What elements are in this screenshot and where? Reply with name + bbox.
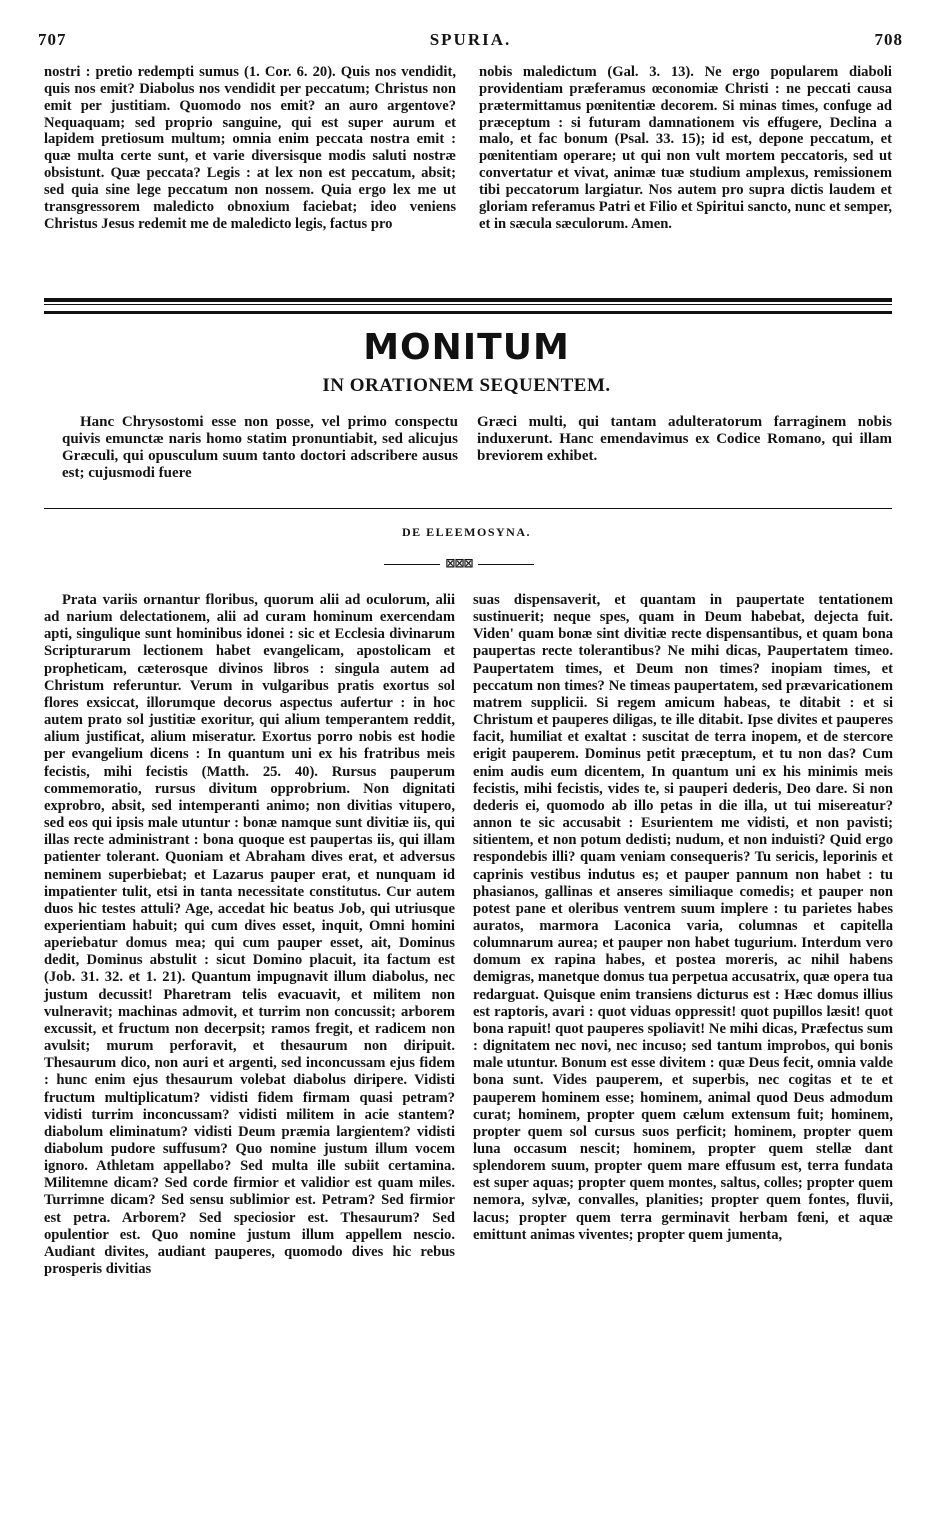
ornament-line-left <box>384 564 440 565</box>
monitum-title: MONITUM <box>363 327 570 368</box>
top-left-paragraph: nostri : pretio redempti sumus (1. Cor. 6. 20). Quis nos vendidit, quis nos emit? Diabolus nos vendidit per peccatum; Christus non emit per justitiam. Quomodo nos emit? an auro argentove? Nequaquam; sed proprio sanguine, qui est super aurum et lapidem pretiosum multum; omnia enim peccata nostra emit : quæ multa certe sunt, et varie diversisque modis saluti nostræ obsistunt. Quæ peccata? Legis : at lex non est peccatum, absit; sed quia sine lege peccatum non nossem. Quia ergo lex me ut transgressorem maledicto obnoxium faciebat; ideo veniens Christus Jesus redemit me de maledicto legis, factus pro <box>44 64 456 232</box>
monitum-right-paragraph: Græci multi, qui tantam adulteratorum farraginem nobis induxerunt. Hanc emendavimus ex Codice Romano, qui illam breviorem exhibet. <box>477 414 892 464</box>
monitum-left-paragraph: Hanc Chrysostomi esse non posse, vel primo conspectu quivis emunctæ naris homo statim pronuntiabit, sed alicujus Græculi, qui opusculum suum tanto doctori adscribere ausus est; cujusmodi fuere <box>62 414 458 481</box>
top-right-paragraph: nobis maledictum (Gal. 3. 13). Ne ergo popularem diaboli providentiam præferamus œconomiæ Christi : ne peccati causa prætermittamus pœnitentiæ decorem. Si minas times, confuge ad præceptum : si futuram damnationem vis effugere, Declina a malo, et fac bonum (Psal. 33. 15); id est, depone peccatum, et pœnitentiam operare; ut qui non vult mortem peccatoris, sed ut convertatur et vivat, animæ tuæ studium amplexus, remissionem tibi peccatorum largiatur. Nos autem pro supra dictis laudem et gloriam referamus Patri et Filio et Spiritui sancto, nunc et semper, et in sæcula sæculorum. Amen. <box>479 64 892 232</box>
page-header <box>38 30 903 56</box>
monitum-left-column <box>62 414 458 482</box>
body-right-column <box>473 592 893 1244</box>
monitum-subtitle: IN ORATIONEM SEQUENTEM. <box>322 375 611 396</box>
ornament-line-right <box>478 564 534 565</box>
monitum-right-column <box>477 414 892 465</box>
top-right-column <box>479 64 892 232</box>
thin-divider-rule <box>44 508 892 509</box>
ornament-divider <box>384 556 534 574</box>
page-number-right: 708 <box>874 30 903 49</box>
section-divider-rule <box>44 298 892 314</box>
page-number-left: 707 <box>38 30 67 49</box>
body-right-paragraph: suas dispensaverit, et quantam in paupertate tentationem sustinuerit; neque spes, quam in Deum habebat, dejecta fuit. Viden' quam bonæ sint divitiæ recte dispensantibus, et quam bona paupertas recte tolerantibus? Ne mihi dicas, Paupertatem timeo. Paupertatem times, et Deum non times? inopiam times, et peccatum non times? Ne timeas paupertatem, sed prævaricationem matrem supplicii. Si regem amicum habeas, te ditabit : et si Christum et pauperes diligas, te ille ditabit. Ipse divites et pauperes facit, humiliat et exaltat : suscitat de terra inopem, et de stercore erigit pauperem. Dominus petit præceptum, et tu non das? Cum enim audis eum dicentem, In quantum uni ex his minimis meis fecistis, mihi fecistis, vides te, si pauperi dederis, Deo dare. Si non dederis ei, quomodo ab illo petas in die illa, ut tui misereatur? annon te sic accusabit : Esurientem me vidisti, et non pavisti; sitientem, et non potum dedisti; nudum, et non induisti? Quid ergo respondebis illi? quam veniam consequeris? Tu sericis, leporinis et caprinis vestibus indutus es; et pauper pannum non habet : tu phasianos, gallinas et anseres similiaque comedis; et pauper non potest pane et oleribus ventrem suum implere : tu parietes habes auratos, marmora Laconica varia, columnas et capitella columnarum aurea; et pauper non habet tugurium. Interdum vero domum ex rapina habes, et postea moreris, ac nihil habens demigras, manetque domus tua perpetua accusatrix, quæ opera tua redarguat. Quisque enim transiens dicturus est : Hæc domus illius est raptoris, avari : quot viduas oppressit! quot pupillos læsit! quot bona rapuit! quot pauperes spoliavit! Ne mihi dicas, Præfectus sum : dignitatem nec novi, nec incuso; sed tantum improbos, qui bonis male utuntur. Bonum est esse divitem : quæ Deus fecit, omnia valde bona sunt. Vides pauperem, et superbis, nec cogitas et te et pauperem hominem esse; hominem, animal quod Deus admodum curat; hominem, propter quem cælum extensum fuit; hominem, propter quem sol cursus suos perficit; hominem, propter quem luna occasum nescit; hominem, propter quem stellæ dant splendorem suum, propter quem mare effusum est, terra fundata est super aquas; propter quem montes, saltus, colles; propter quem nemora, sylvæ, convalles, planities; propter quem fontes, fluvii, lacus; propter quem terra germinavit herbam fœni, et aquæ emittunt animas viventes; propter quem jumenta, <box>473 592 893 1243</box>
body-left-paragraph: Prata variis ornantur floribus, quorum alii ad oculorum, alii ad narium delectationem, alii ad curam hominum exercendam apti, singulique sunt hominibus idonei : sic et Ecclesia divinarum Scripturarum lectionem habet evangelicam, apostolicam et propheticam, cæterosque divinos libros : singula autem ad Christum referuntur. Verum in vulgaribus pratis exortus sol flores exsiccat, illorumque decorus aspectus aufertur : in hoc autem prato sol justitiæ exoritur, qui alium temperantem reddit, alium justificat, alium miseratur. Exortus porro nobis est hodie per evangelium dicens : In quantum uni ex his fratribus meis fecistis, mihi fecistis (Matth. 25. 40). Rursus pauperum commemoratio, rursus divitum opprobrium. Non dignitati exprobro, absit, sed intemperanti animo; non divitias vitupero, sed eos qui ipsis male utuntur : bonæ namque sunt divitiæ iis, qui illas recte administrant : bona quoque est paupertas iis, qui illam patienter tolerant. Quoniam et Abraham dives erat, et adversus neminem superbiebat; et Lazarus pauper erat, et nunquam id impatienter tulit, etsi in tanta necessitate constitutus. Cur autem duos hic testes attuli? Age, accedat hic beatus Job, qui utriusque experientiam habuit; qui cum dives esset, inquit, Omni homini aperiebatur domus mea; qui cum pauper esset, ait, Dominus dedit, Dominus abstulit : sicut Domino placuit, ita factum est (Job. 31. 32. et 1. 21). Quantum impugnavit illum diabolus, nec justum decussit! Pharetram telis evacuavit, et militem non vulneravit; machinas admovit, et turrim non concussit; arborem excussit, et fructum non decerpsit; ramos fregit, et radicem non avulsit; murum perforavit, et thesaurum non diripuit. Thesaurum dico, non auri et argenti, sed inconcussam ejus fidem : hunc enim ejus thesaurum volebat diabolus diripere. Vidisti fructum multiplicatum? vidisti fidem firmam quasi petram? vidisti turrim inconcussam? vidisti militem in acie stantem? diabolum eliminatum? vidisti Deum præmia largientem? vidisti diabolum pudore suffusum? Quo nomine justum illum vocem ignoro. Athletam appellabo? Sed multa ille subiit certamina. Militemne dicam? Sed corde firmior et validior est quam miles. Turrimne dicam? Sed sensu sublimior est. Petram? Sed firmior est petra. Arborem? Sed speciosior est. Thesaurum? Sed opulentior est. Quo nomine justum illum appellem nescio. Audiant divites, audiant pauperes, quomodo dives hic rebus prosperis divitias <box>44 592 455 1278</box>
section-title: DE ELEEMOSYNA. <box>401 525 532 539</box>
top-left-column <box>44 64 456 232</box>
ornament-glyph: ⊠⊠⊠ <box>445 556 473 570</box>
running-head: SPURIA. <box>429 30 512 49</box>
body-left-column <box>44 592 455 1278</box>
section-divider-inner-line <box>44 304 892 305</box>
